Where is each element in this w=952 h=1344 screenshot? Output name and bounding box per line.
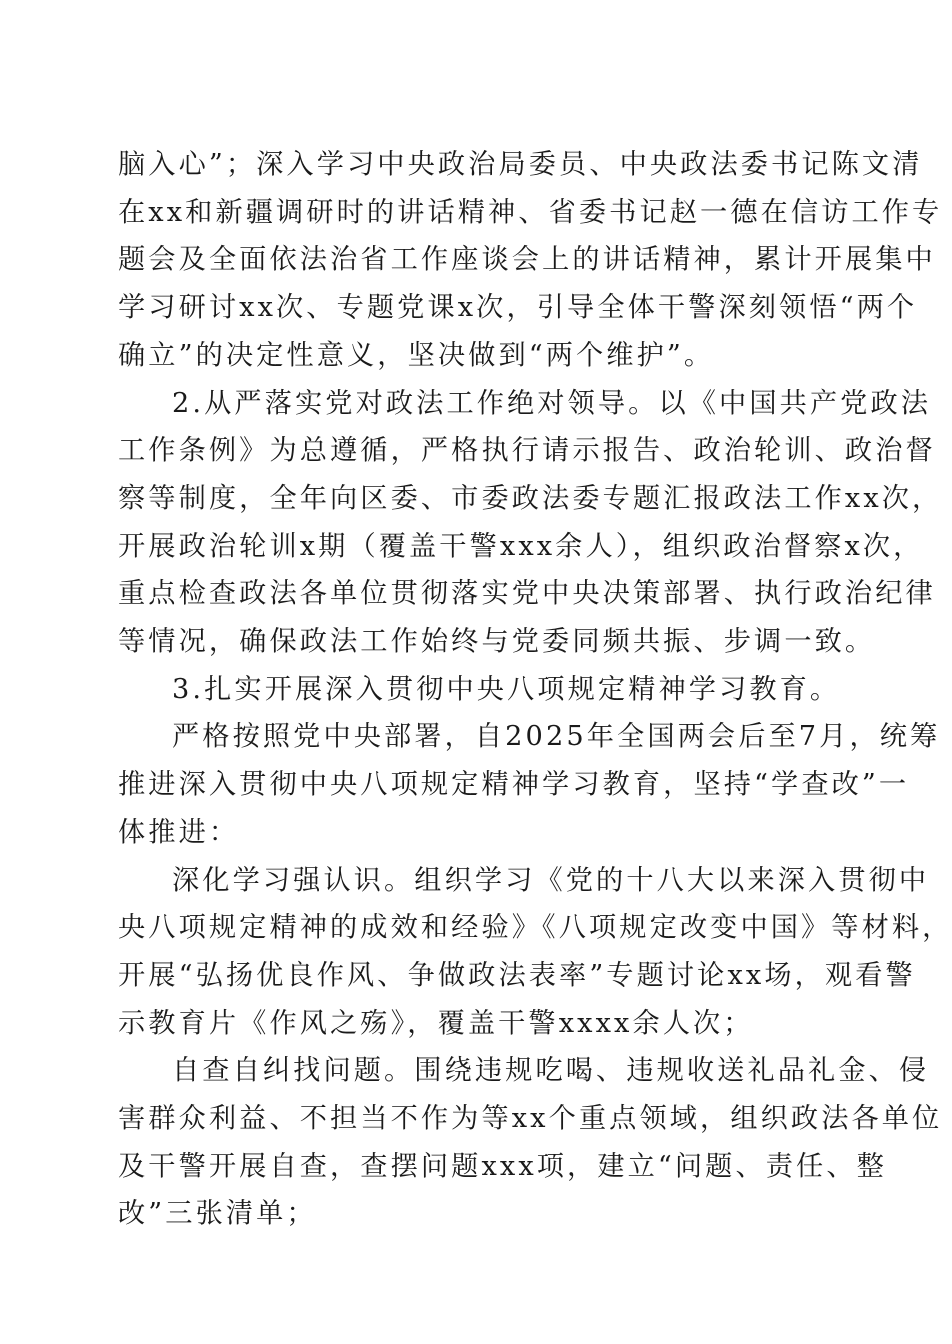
- text-line: 体推进：: [118, 816, 240, 848]
- paragraph-start: 自查自纠找问题。围绕违规吃喝、违规收送礼品礼金、侵: [172, 1055, 930, 1087]
- paragraph-start: 深化学习强认识。组织学习《党的十八大以来深入贯彻中: [172, 864, 930, 896]
- text-line: 确立”的决定性意义，坚决做到“两个维护”。: [118, 339, 715, 371]
- text-line: 害群众利益、不担当不作为等xx个重点领域，组织政法各单位: [118, 1103, 943, 1135]
- text-line: 脑入心”；深入学习中央政治局委员、中央政法委书记陈文清: [118, 149, 923, 180]
- text-line: 工作条例》为总遵循，严格执行请示报告、政治轮训、政治督: [118, 435, 936, 467]
- text-line: 察等制度，全年向区委、市委政法委专题汇报政法工作xx次，: [118, 482, 943, 514]
- text-line: 题会及全面依法治省工作座谈会上的讲话精神，累计开展集中: [118, 244, 936, 276]
- text-line: 示教育片《作风之殇》，覆盖干警xxxx余人次；: [118, 1007, 754, 1039]
- text-line: 推进深入贯彻中央八项规定精神学习教育，坚持“学查改”一: [118, 769, 910, 801]
- text-line: 开展政治轮训x期（覆盖干警xxx余人），组织政治督察x次，: [118, 530, 924, 562]
- text-line: 等情况，确保政法工作始终与党委同频共振、步调一致。: [118, 626, 876, 658]
- paragraph-start: 严格按照党中央部署，自2025年全国两会后至7月，统筹: [172, 721, 941, 753]
- section-heading-3: 3.扎实开展深入贯彻中央八项规定精神学习教育。: [172, 673, 841, 705]
- text-line: 在xx和新疆调研时的讲话精神、省委书记赵一德在信访工作专: [118, 196, 943, 228]
- text-line: 学习研讨xx次、专题党课x次，引导全体干警深刻领悟“两个: [118, 292, 918, 324]
- text-line: 改”三张清单；: [118, 1198, 317, 1230]
- text-line: 及干警开展自查，查摆问题xxx项，建立“问题、责任、整: [118, 1150, 887, 1182]
- text-line: 开展“弘扬优良作风、争做政法表率”专题讨论xx场，观看警: [118, 959, 916, 991]
- text-line: 央八项规定精神的成效和经验》《八项规定改变中国》等材料，: [118, 912, 952, 944]
- document-body: [118, 141, 952, 1238]
- section-heading-2: 2.从严落实党对政法工作绝对领导。以《中国共产党政法: [172, 387, 932, 419]
- text-line: 重点检查政法各单位贯彻落实党中央决策部署、执行政治纪律: [118, 578, 936, 610]
